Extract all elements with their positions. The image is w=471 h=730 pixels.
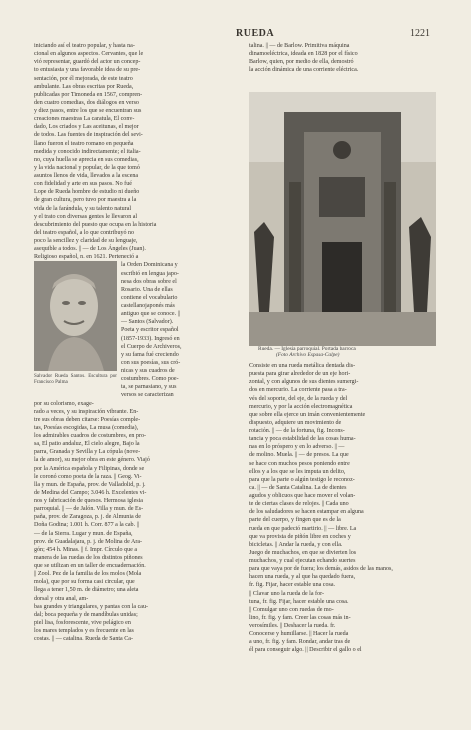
text-line: el Cuerpo de Archiveros, bbox=[121, 343, 182, 350]
text-line: llega a tener 1,50 m. de diámetro; una aleta bbox=[34, 587, 139, 594]
text-line: den cuatro comedias, dos diálogos en verso bbox=[34, 99, 139, 106]
text-line: hacen una rueda, y al que ha quedado fuera, bbox=[249, 574, 356, 581]
text-line: costumbres. Como poe- bbox=[121, 376, 179, 383]
church-photo bbox=[249, 92, 436, 346]
page-header bbox=[0, 28, 471, 42]
text-line: Rosario. Una de ellas bbox=[121, 286, 173, 293]
text-line: y su fama fué creciendo bbox=[121, 351, 179, 358]
text-line: de molino. Muela. || — de presos. La que bbox=[249, 452, 349, 459]
text-line: agudos y oblicuos que hace mover el volan- bbox=[249, 493, 356, 499]
text-line: dispuesto, adquiere un movimiento de bbox=[249, 419, 342, 426]
portrait-caption: Salvador Rueda Santos. Escultura por Francisco Palma bbox=[34, 373, 117, 386]
text-line: sa, El patio andaluz, El cielo alegre, Bajo la bbox=[34, 441, 140, 448]
text-line: contiene el vocabulario bbox=[121, 294, 178, 301]
text-line: rueda en que padeció martirio. || — libre. La bbox=[249, 525, 357, 532]
text-line: descubrimiento del puesto que ocupa en la historia bbox=[34, 221, 157, 228]
text-line: los mares templados y es frecuente en las bbox=[34, 628, 134, 634]
text-line: tancia y poca estabilidad de las cosas huma- bbox=[249, 436, 356, 443]
text-line: rotación. || — de la fortuna, fig. Incons- bbox=[249, 428, 345, 434]
text-line: vió representar, guardó del actor un concep- bbox=[34, 59, 141, 66]
text-line: Consiste en una rueda metálica dentada dis- bbox=[249, 363, 356, 369]
text-line: ellos y a los que se les imputa un delito, bbox=[249, 468, 346, 475]
text-line: sentación, por él mejorada, de este teatro bbox=[34, 75, 133, 82]
church-caption-line2: (Foto Archivo Espasa-Calpe) bbox=[276, 352, 340, 359]
text-line: vés del soporte, del eje, de la rueda y del bbox=[249, 395, 348, 402]
text-line: castellanojaponés más bbox=[121, 303, 175, 309]
text-line: nicas y sus cuadros de bbox=[121, 368, 175, 374]
text-line: piel lisa, fosforescente, vive pelágico en bbox=[34, 619, 131, 626]
portrait-image bbox=[34, 261, 117, 371]
text-line: la de amor), su mejor obra en este género. Viajó bbox=[34, 457, 150, 464]
text-line: manera de las ruedas de los distintos piñones bbox=[34, 554, 143, 561]
text-line: escribió en lengua japo- bbox=[121, 270, 179, 277]
text-line: bicicletas. || Andar la rueda, y con ella. bbox=[249, 541, 343, 548]
text-line: con fidelidad y arte en sus pasos. No fué bbox=[34, 181, 132, 188]
page-number: 1221 bbox=[410, 28, 430, 39]
text-line: parroquial. || — de Jalón. Villa y mun. de Es- bbox=[34, 506, 144, 513]
text-line: lla y mun. de España, prov. de Valladolid, p. j. bbox=[34, 481, 146, 488]
text-line: asequible a todos. || — de Los Ángeles (Juan). bbox=[34, 246, 146, 253]
text-line: vida de la farándula, y su talento natural bbox=[34, 205, 132, 212]
text-line: la Orden Dominicana y bbox=[121, 262, 178, 269]
text-line: te de ciertas clases de relojes. || Cada uno bbox=[249, 501, 349, 508]
text-line: publicadas por Timoneda en 1567, compren- bbox=[34, 91, 143, 98]
text-line: asuntos llenos de vida, llevados a la escena bbox=[34, 173, 139, 179]
text-line: por su colorismo, exage- bbox=[34, 400, 94, 407]
text-line: ambulante. Las obras escritas por Rueda, bbox=[34, 83, 134, 90]
text-line: muchachos, y cual ejecutan echando suertes bbox=[249, 558, 356, 564]
text-line: de los saludadores se hacen estampar en alguna bbox=[249, 509, 364, 516]
text-line: nesa dos obras sobre el bbox=[121, 278, 177, 285]
text-line: le coronó como poeta de la raza. || Geog. Vi- bbox=[34, 473, 142, 480]
text-line: que va provista de piñón libre en coches y bbox=[249, 533, 351, 540]
text-line: cional en algunos aspectos. Cervantes, que le bbox=[34, 51, 144, 58]
text-line: ca. || — de Santa Catalina. La de dientes bbox=[249, 484, 347, 491]
text-line: medida y conocido indirectamente; el italia- bbox=[34, 148, 141, 155]
text-line: mola), que por su forma casi circular, que bbox=[34, 579, 135, 586]
text-line: || Comulgar uno con ruedas de mo- bbox=[249, 606, 334, 613]
text-line: bas grandes y triangulares, y pantas con la cau- bbox=[34, 603, 149, 610]
text-line: Barlow, quien, por medio de ella, demostró bbox=[249, 59, 354, 66]
photo-block bbox=[34, 261, 236, 415]
text-line: tas, Poesías escogidas, La musa (comedia), bbox=[34, 424, 139, 431]
text-line: nas en lo próspero y en lo adverso. || — bbox=[249, 444, 345, 451]
text-line: gón; 454 h. Minas. || f. Impr. Círculo que a bbox=[34, 546, 138, 553]
text-line: zontal, y con algunos de sus dientes sumergi- bbox=[249, 379, 359, 386]
text-line: con sus poesías, sus cró- bbox=[121, 359, 181, 366]
church-caption bbox=[258, 346, 428, 359]
header-word: RUEDA bbox=[236, 28, 275, 39]
text-line: que se utilizan en un taller de encuadernación. bbox=[34, 563, 146, 569]
left-column bbox=[34, 42, 236, 643]
text-line: y diez pasos, entre los que se encuentran sus bbox=[34, 108, 142, 114]
text-line: Juego de muchachos, en que se divierten los bbox=[249, 549, 357, 556]
text-line: Lope de Rueda hombre de estudio ni dueño bbox=[34, 189, 140, 196]
text-line: lino, fr. fig. y fam. Creer las cosas más in- bbox=[249, 614, 351, 621]
text-line: Conocerse y humillarse. || Hacer la rueda bbox=[249, 631, 349, 638]
text-line: Religioso español, n. en 1621. Perteneció a bbox=[34, 254, 139, 261]
text-line: dado, Los criados y Las aceitunas, el mejor bbox=[34, 124, 139, 131]
church-caption-line1: Rueda. — Iglesia parroquial. Portada barroca bbox=[258, 346, 356, 352]
text-line: costas. || — catalina. Rueda de Santa Ca- bbox=[34, 636, 133, 643]
text-line: dorsal y otra anal, am- bbox=[34, 595, 89, 602]
text-line: iniciando así el teatro popular, y hasta na- bbox=[34, 43, 135, 49]
text-line: nos y fabricación de quesos. Hermosa iglesia bbox=[34, 498, 143, 504]
text-line: mercurio, y por la acción electromagnética bbox=[249, 403, 353, 410]
text-line: dinamoeléctrica, ideada en 1828 por el físico bbox=[249, 51, 358, 58]
left-top-text bbox=[34, 42, 236, 261]
text-line: de todos. Las fuentes de inspiración del sevi- bbox=[34, 132, 143, 139]
text-line: y el trato con diversas gentes le llevaron al bbox=[34, 213, 138, 220]
text-line: del teatro español, a lo que contribuyó no bbox=[34, 229, 135, 236]
text-line: y la vida nacional y popular, de la que tomó bbox=[34, 164, 140, 171]
text-line: llano fueron el teatro romano en pequeña bbox=[34, 140, 134, 147]
text-line: él para conseguir algo. || Describir el gallo o el bbox=[249, 647, 362, 654]
text-line: ta, se parnasiano, y sus bbox=[121, 384, 177, 391]
portrait-figure bbox=[34, 261, 117, 397]
text-line: para que la parte o algún testigo le reconoz- bbox=[249, 476, 355, 483]
text-line: parra, Granada y Sevilla y La cópula (nove- bbox=[34, 449, 141, 456]
text-line: antiguo que se conoce. || bbox=[121, 311, 181, 318]
text-line: fr. fig. Fijar, hacer estable una cosa. bbox=[249, 582, 336, 589]
left-bottom-text bbox=[34, 416, 236, 644]
right-column-text bbox=[249, 362, 435, 655]
text-line: poco la sencillez y claridad de su lenguaje, bbox=[34, 238, 138, 244]
text-line: a uno, fr. fig. y fam. Rondar, andar tras de bbox=[249, 639, 351, 646]
right-top-text bbox=[249, 42, 435, 75]
text-line: Doña Godina; 1.001 h. Corr. 877 a la cab. || bbox=[34, 522, 140, 529]
text-line: no, cuya huella se aprecia en sus comedias, bbox=[34, 156, 139, 163]
text-line: de gran cultura, pero tuvo por maestra a la bbox=[34, 197, 137, 204]
text-line: — Santos (Salvador). bbox=[121, 319, 174, 326]
text-line: verosímiles. || Deshacer la rueda. fr. bbox=[249, 623, 336, 629]
text-line: la acción dinámica de una corriente eléctrica. bbox=[249, 67, 359, 74]
text-line: los admirables cuadros de costumbres, en pro- bbox=[34, 433, 147, 439]
text-line: tre sus obras deben citarse: Poesías comple- bbox=[34, 416, 141, 423]
text-line: tuna, fr. fig. Fijar, hacer estable una cosa. bbox=[249, 598, 349, 605]
text-line: || Zool. Pez de la familia de los molos (Mola bbox=[34, 571, 142, 578]
text-line: por la América española y Filipinas, donde se bbox=[34, 465, 145, 472]
text-line: || Clavar uno la rueda de la for- bbox=[249, 590, 324, 597]
text-line: versos se caracterizan bbox=[121, 392, 174, 399]
text-line: creaciones maestras La caratula, El conv- bbox=[34, 116, 135, 123]
text-line: (1857-1933). Ingresó en bbox=[121, 335, 180, 342]
text-line: parte del cuerpo, y fingen que es de la bbox=[249, 517, 341, 524]
text-line: puesta para girar alrededor de un eje hori- bbox=[249, 371, 351, 378]
text-line: se hace con muchos pesos poniendo entre bbox=[249, 460, 350, 467]
text-line: rado a veces, y su inspiración vibrante. En- bbox=[34, 408, 139, 415]
text-line: de Medina del Campo; 3.046 h. Excelentes vi- bbox=[34, 489, 147, 496]
text-line: para que vaya por de fuera; los demás, asidos de las manos, bbox=[249, 566, 393, 573]
text-line: prov. de Guadalajara, p. j. de Molina de Ara- bbox=[34, 538, 143, 545]
text-line: to entusiasta y una favorable idea de su pre- bbox=[34, 67, 141, 74]
text-line: — de la Sierra. Lugar y mun. de España, bbox=[34, 530, 133, 537]
text-line: talina. || — de Barlow. Primitiva máquina bbox=[249, 43, 350, 49]
text-line: dos en mercurio. La corriente pasa a tra- bbox=[249, 387, 347, 394]
text-line: paña, prov. de Zaragoza, p. j. de Almunia de bbox=[34, 514, 141, 521]
text-line: dal; boca pequeña y de mandíbulas unidas; bbox=[34, 611, 138, 618]
text-line: que sobre ella ejerce un imán convenientemente bbox=[249, 411, 366, 418]
text-line: Poeta y escritor español bbox=[121, 327, 179, 334]
